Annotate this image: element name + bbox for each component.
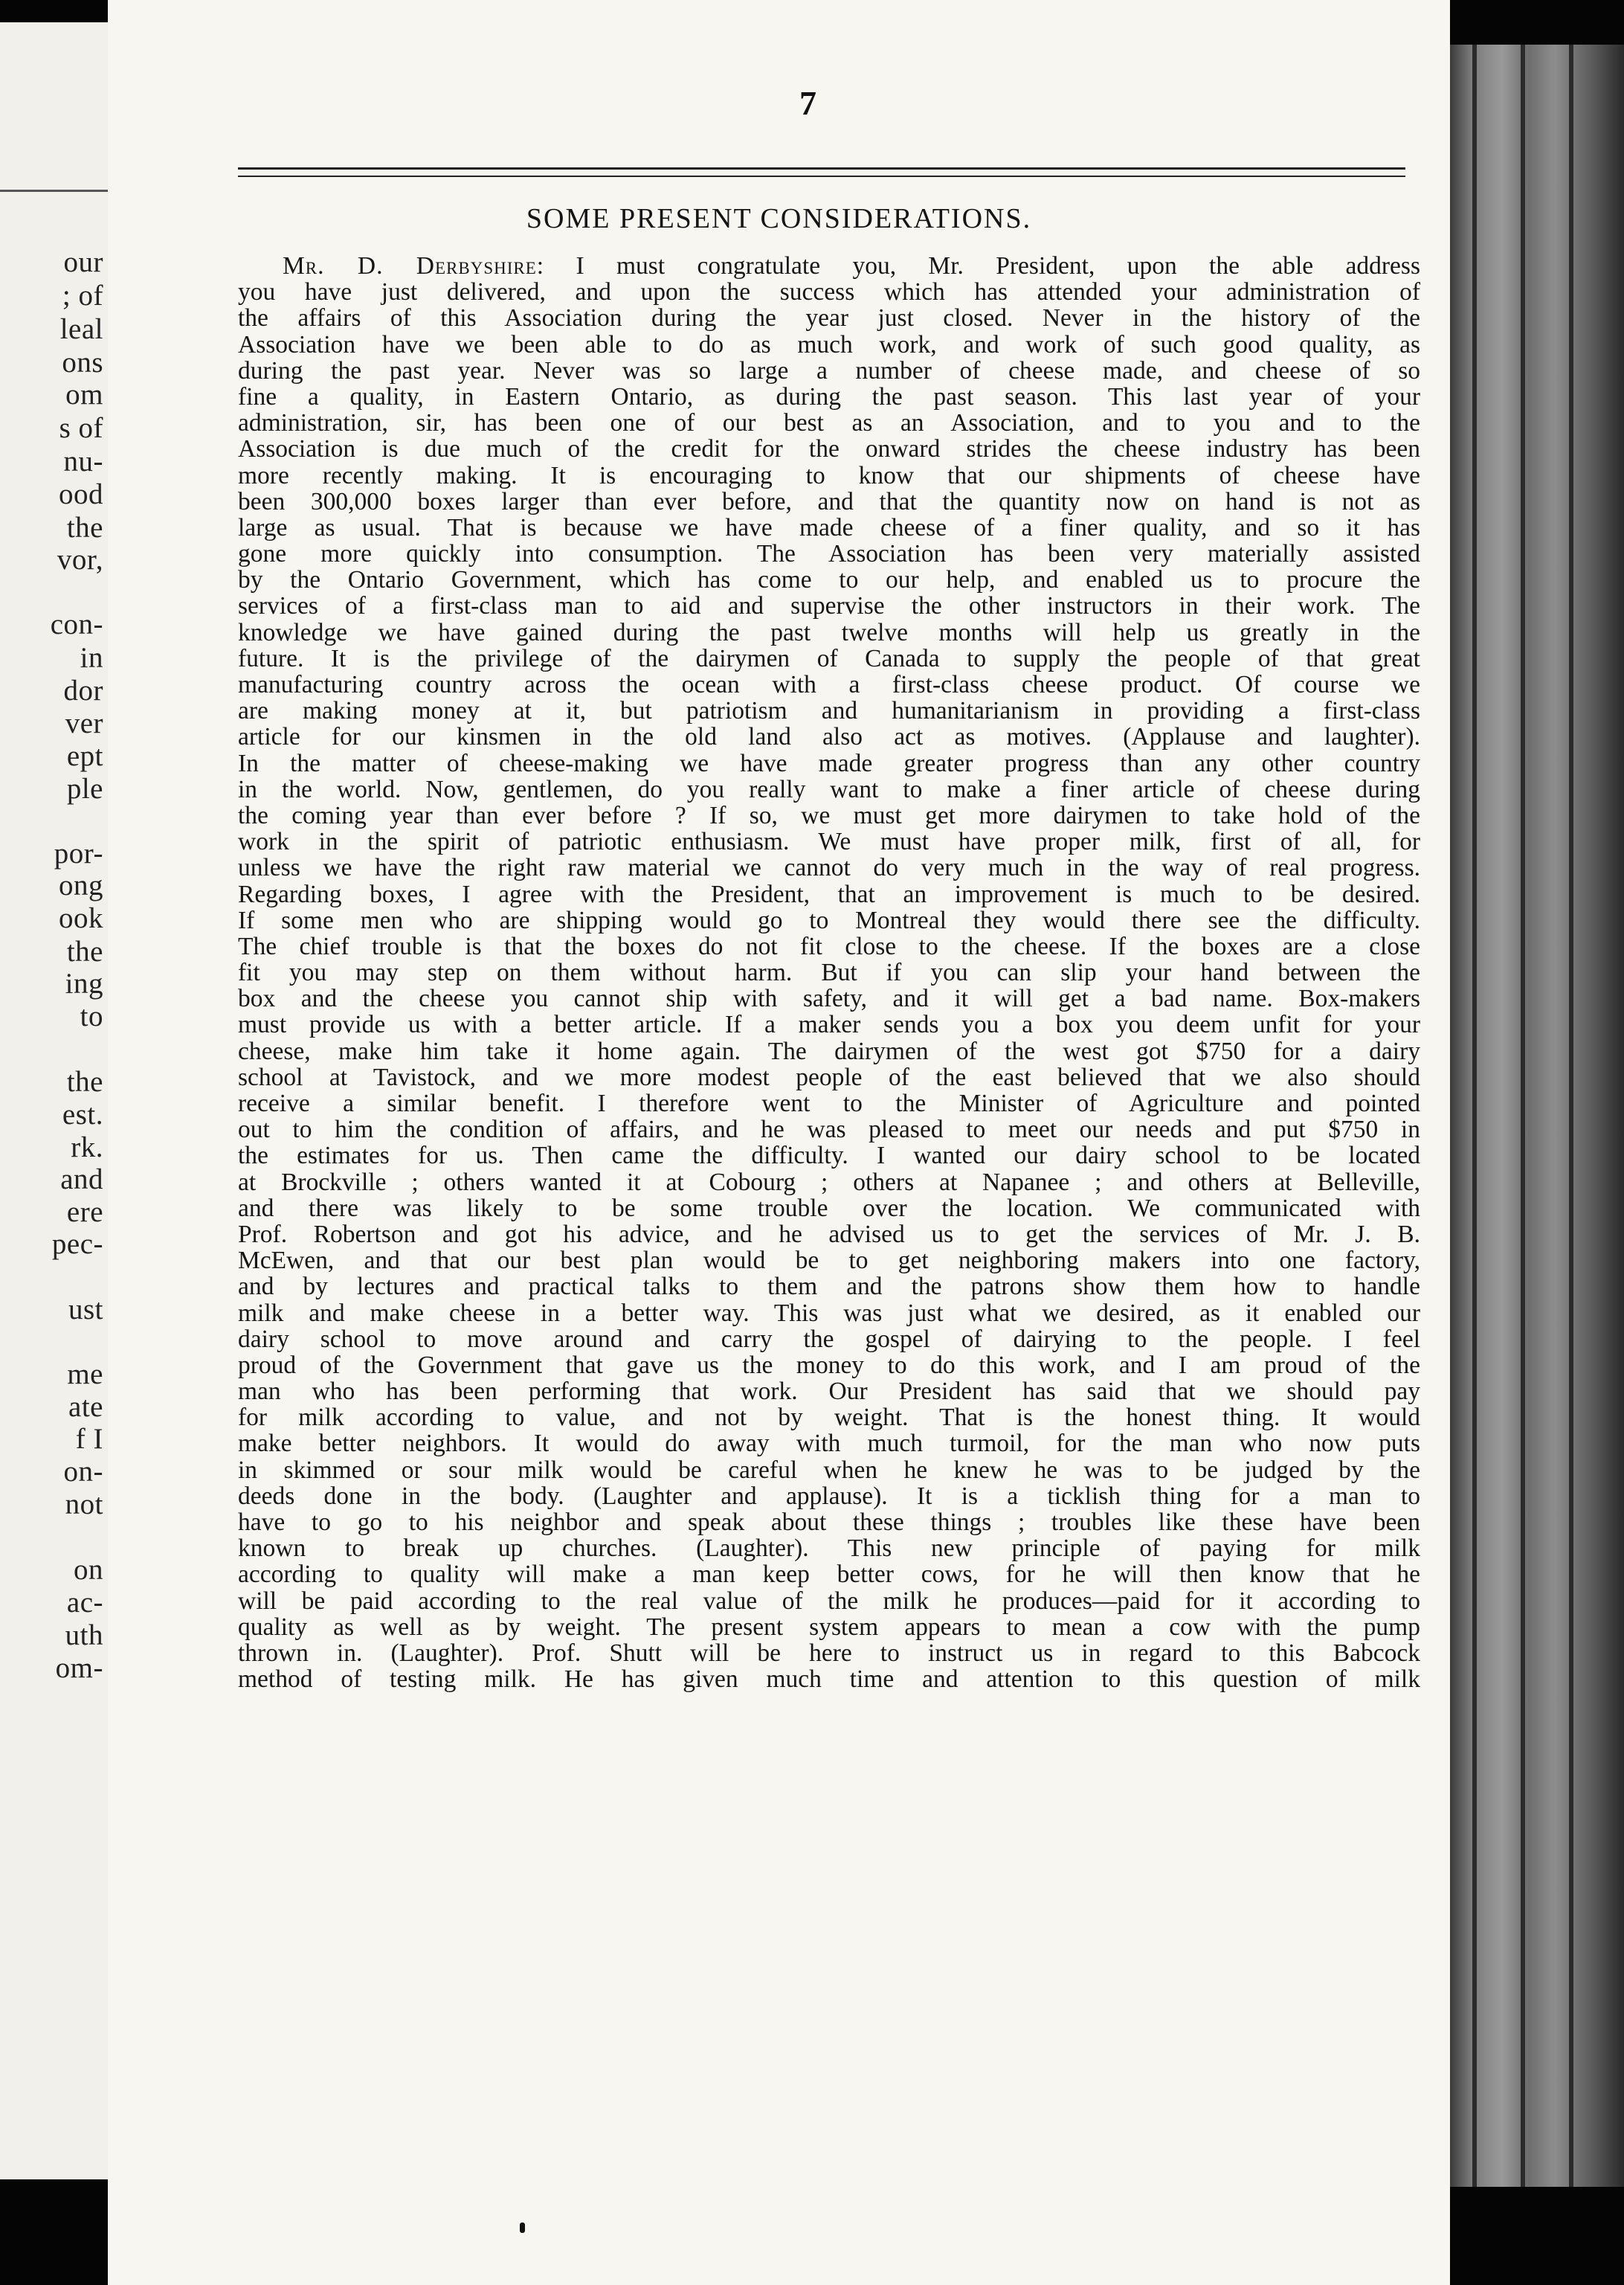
text-line: you have just delivered, and upon the success which has attended your administration of xyxy=(238,278,1420,306)
facing-page-fragment: ood xyxy=(59,478,103,510)
text-line: must provide us with a better article. If a maker sends you a box you deem unfit for your xyxy=(238,1011,1420,1039)
facing-page-fragment: the xyxy=(66,1066,103,1098)
facing-page-fragment: the xyxy=(66,936,103,968)
facing-page-fragment: me xyxy=(67,1358,103,1390)
facing-page-fragment: ong xyxy=(59,870,103,902)
facing-page-fragment: rk. xyxy=(71,1131,103,1163)
text-line: out to him the condition of affairs, and he was pleased to meet our needs and put $750 in xyxy=(238,1116,1420,1144)
facing-page-fragment: ook xyxy=(59,902,103,934)
text-line: If some men who are shipping would go to Montreal they would there see the difficulty. xyxy=(238,906,1420,934)
facing-page-rule xyxy=(0,190,108,192)
text-line: article for our kinsmen in the old land also act as motives. (Applause and laughter). xyxy=(238,723,1420,751)
facing-page-fragment: ac- xyxy=(66,1587,103,1619)
speaker-name: Mr. D. Derbyshire xyxy=(283,252,537,280)
text-line: large as usual. That is because we have made cheese of a finer quality, and so it has xyxy=(238,513,1420,541)
facing-page-fragment: pec- xyxy=(51,1228,103,1260)
page-number: 7 xyxy=(799,84,816,122)
facing-page-fragment: ate xyxy=(68,1391,103,1423)
text-line: according to quality will make a man keep better cows, for he will then know that he xyxy=(238,1561,1420,1589)
text-line: the estimates for us. Then came the difficulty. I wanted our dairy school to be located xyxy=(238,1142,1420,1170)
text-line: Regarding boxes, I agree with the President, that an improvement is much to be desired. xyxy=(238,880,1420,908)
text-line: Association have we been able to do as much work, and work of such good quality, as xyxy=(238,330,1420,359)
text-line: fit you may step on them without harm. But if you can slip your hand between the xyxy=(238,959,1420,987)
facing-page-fragment: our xyxy=(63,246,103,278)
facing-page-fragment: ere xyxy=(66,1196,103,1228)
facing-page-fragment: por- xyxy=(54,838,103,870)
text-line: knowledge we have gained during the past twelve months will help us greatly in the xyxy=(238,618,1420,646)
facing-page-fragment: s of xyxy=(59,412,103,444)
book-edge xyxy=(1450,45,1624,2187)
facing-page-fragment: on- xyxy=(63,1456,103,1488)
text-line: milk and make cheese in a better way. This was just what we desired, as it enabled our xyxy=(238,1299,1420,1327)
text-line: and there was likely to be some trouble over the location. We communicated with xyxy=(238,1194,1420,1222)
facing-page-fragment: on xyxy=(74,1554,103,1586)
facing-page-fragment: ple xyxy=(66,773,103,805)
facing-page-fragment: ept xyxy=(66,740,103,772)
text-line: quality as well as by weight. The present system appears to mean a cow with the pump xyxy=(238,1613,1420,1641)
facing-page-fragment: om- xyxy=(55,1652,103,1684)
book-page xyxy=(108,0,1450,2285)
text-line: man who has been performing that work. Our President has said that we should pay xyxy=(238,1378,1420,1406)
text-line: have to go to his neighbor and speak about these things ; troubles like these have been xyxy=(238,1508,1420,1536)
text-line: administration, sir, has been one of our best as an Association, and to you and to the xyxy=(238,409,1420,437)
text-line: deeds done in the body. (Laughter and applause). It is a ticklish thing for a man to xyxy=(238,1482,1420,1510)
text-line: during the past year. Never was so large a number of cheese made, and cheese of so xyxy=(238,356,1420,385)
section-heading: SOME PRESENT CONSIDERATIONS. xyxy=(526,203,1032,234)
facing-page-fragment: ver xyxy=(65,707,103,739)
facing-page-fragment: om xyxy=(65,379,103,411)
text-line: receive a similar benefit. I therefore went to the Minister of Agriculture and pointed xyxy=(238,1090,1420,1117)
facing-page-fragment: leal xyxy=(59,313,103,345)
text-line xyxy=(238,253,1420,279)
facing-page-fragment: est. xyxy=(62,1099,103,1131)
text-line: dairy school to move around and carry the gospel of dairying to the people. I feel xyxy=(238,1325,1420,1353)
facing-page-fragment: and xyxy=(60,1163,103,1195)
text-line: services of a first-class man to aid and supervise the other instructors in their work. The xyxy=(238,592,1420,620)
facing-page-fragment: in xyxy=(80,642,103,674)
text-line: fine a quality, in Eastern Ontario, as during the past season. This last year of your xyxy=(238,382,1420,411)
text-line: in the world. Now, gentlemen, do you really want to make a finer article of cheese during xyxy=(238,775,1420,803)
text-line: make better neighbors. It would do away with much turmoil, for the man who now puts xyxy=(238,1430,1420,1458)
text-line: method of testing milk. He has given much time and attention to this question of milk xyxy=(238,1665,1420,1694)
facing-page-fragment: uth xyxy=(65,1619,103,1651)
facing-page-fragment: nu- xyxy=(63,446,103,478)
facing-page-fragment: to xyxy=(80,1000,103,1032)
text-line: at Brockville ; others wanted it at Cobourg ; others at Napanee ; and others at Belleville, xyxy=(238,1168,1420,1196)
facing-page-strip xyxy=(0,22,108,2179)
text-line: for milk according to value, and not by weight. That is the honest thing. It would xyxy=(238,1404,1420,1432)
text-line: The chief trouble is that the boxes do not fit close to the cheese. If the boxes are a close xyxy=(238,932,1420,960)
text-line: cheese, make him take it home again. The dairymen of the west got $750 for a dairy xyxy=(238,1037,1420,1065)
text-line: been 300,000 boxes larger than ever before, and that the quantity now on hand is not as xyxy=(238,487,1420,515)
text-line: more recently making. It is encouraging to know that our shipments of cheese have xyxy=(238,461,1420,489)
facing-page-fragment: not xyxy=(65,1488,103,1520)
text-line: McEwen, and that our best plan would be to get neighboring makers into one factory, xyxy=(238,1247,1420,1275)
text-line: Association is due much of the credit for the onward strides the cheese industry has been xyxy=(238,435,1420,463)
text-line: are making money at it, but patriotism and humanitarianism in providing a first-class xyxy=(238,697,1420,725)
edge-stripe xyxy=(1569,45,1573,2187)
text-line: the affairs of this Association during the year just closed. Never in the history of the xyxy=(238,304,1420,332)
body-text xyxy=(238,253,1420,1692)
facing-page-fragment: ing xyxy=(65,968,103,1000)
header-rule-bottom xyxy=(238,176,1405,177)
text-line: gone more quickly into consumption. The Association has been very materially assisted xyxy=(238,540,1420,568)
text-line: manufacturing country across the ocean with a first-class cheese product. Of course we xyxy=(238,671,1420,698)
text-line: future. It is the privilege of the dairymen of Canada to supply the people of that great xyxy=(238,644,1420,672)
facing-page-fragment: ons xyxy=(62,347,103,379)
facing-page-fragment: f I xyxy=(75,1423,103,1455)
text-line: unless we have the right raw material we cannot do very much in the way of real progress. xyxy=(238,854,1420,882)
edge-stripe xyxy=(1472,45,1477,2187)
header-rule-top xyxy=(238,167,1405,170)
facing-page-fragment: con- xyxy=(50,608,103,640)
text-line: In the matter of cheese-making we have made greater progress than any other country xyxy=(238,749,1420,777)
text-line: known to break up churches. (Laughter). This new principle of paying for milk xyxy=(238,1534,1420,1563)
text-line: will be paid according to the real value of the milk he produces—paid for it according to xyxy=(238,1587,1420,1615)
text-line: box and the cheese you cannot ship with safety, and it will get a bad name. Box-makers xyxy=(238,985,1420,1013)
facing-page-fragment: the xyxy=(66,512,103,544)
text-line: in skimmed or sour milk would be careful when he knew he was to be judged by the xyxy=(238,1456,1420,1484)
edge-stripe xyxy=(1521,45,1525,2187)
facing-page-fragment: ust xyxy=(68,1293,103,1325)
text-line: and by lectures and practical talks to them and the patrons show them how to handle xyxy=(238,1273,1420,1301)
text-line: thrown in. (Laughter). Prof. Shutt will be here to instruct us in regard to this Babcock xyxy=(238,1639,1420,1667)
text-line-content: : I must congratulate you, Mr. President, upon the able address xyxy=(536,252,1420,280)
text-line: Prof. Robertson and got his advice, and he advised us to get the services of Mr. J. B. xyxy=(238,1220,1420,1248)
text-line: the coming year than ever before ? If so, we must get more dairymen to take hold of the xyxy=(238,801,1420,829)
text-line: by the Ontario Government, which has come to our help, and enabled us to procure the xyxy=(238,566,1420,594)
text-line: school at Tavistock, and we more modest people of the east believed that we also should xyxy=(238,1063,1420,1091)
facing-page-fragment: vor, xyxy=(57,544,103,576)
facing-page-fragment: ; of xyxy=(62,280,103,312)
facing-page-fragment: dor xyxy=(63,675,103,707)
text-line: work in the spirit of patriotic enthusiasm. We must have proper milk, first of all, for xyxy=(238,828,1420,856)
text-line: proud of the Government that gave us the money to do this work, and I am proud of the xyxy=(238,1351,1420,1379)
page-mark xyxy=(520,2223,525,2233)
